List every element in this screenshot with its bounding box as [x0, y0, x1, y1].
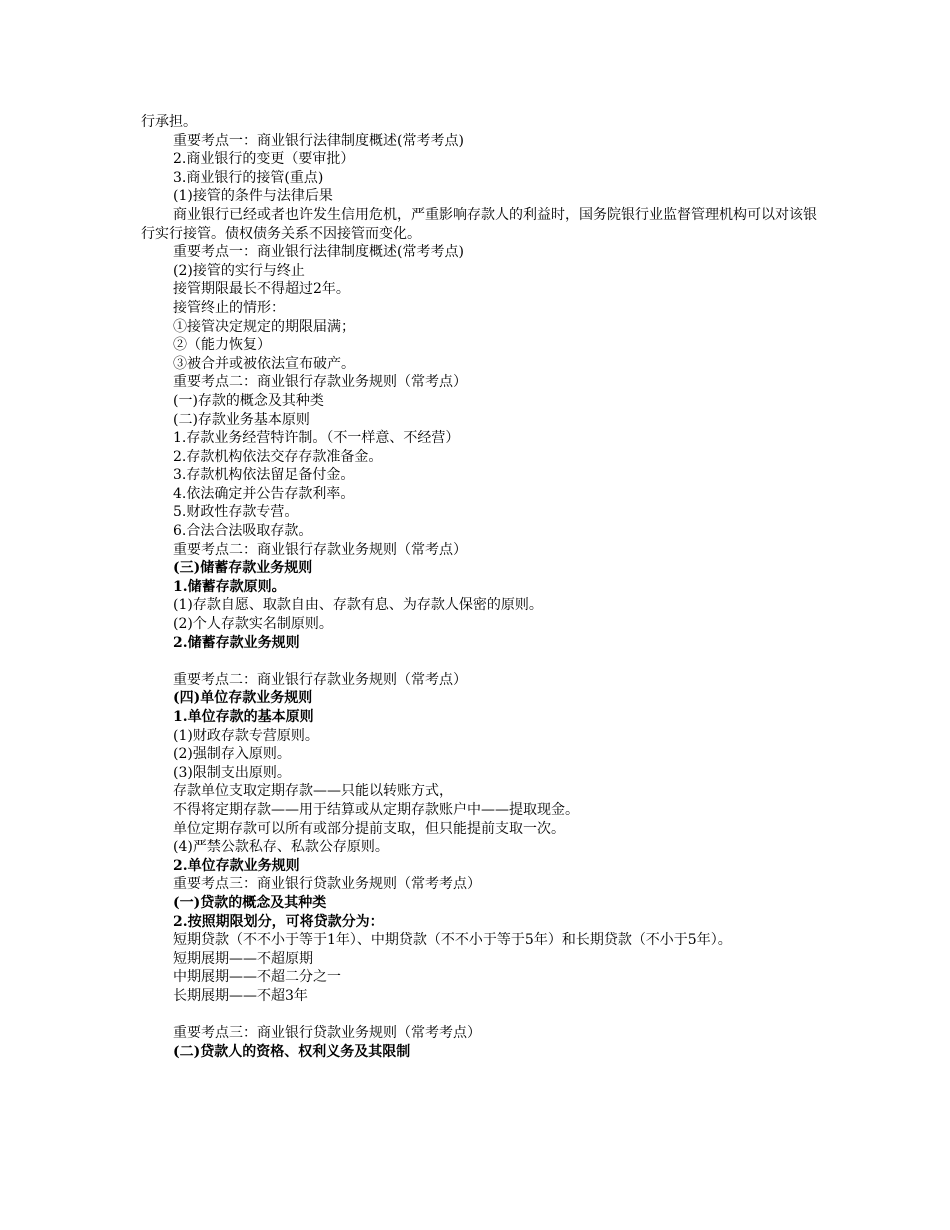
text-line: 2.存款机构依法交存存款准备金。	[173, 448, 383, 465]
text-line: 重要考点二：商业银行存款业务规则（常考点）	[173, 541, 467, 558]
text-line: 重要考点二：商业银行存款业务规则（常考点）	[173, 671, 467, 688]
text-line: 5.财政性存款专营。	[173, 504, 299, 521]
text-line: 行承担。	[141, 114, 197, 130]
text-line: ①接管决定规定的期限届满；	[173, 318, 355, 335]
text-line: 短期展期——不超原期	[173, 950, 313, 967]
section-heading: 2.单位存款业务规则	[173, 857, 300, 874]
text-line: 长期展期——不超3年	[173, 987, 308, 1004]
text-line: 6.合法合法吸取存款。	[173, 523, 313, 540]
text-line: 商业银行已经或者也许发生信用危机，严重影响存款人的利益时，国务院银行业监督管理机构可以对该银行实行接管。债权债务关系不因接管而变化。	[141, 206, 817, 242]
text-line: 不得将定期存款——用于结算或从定期存款账户中——提取现金。	[173, 801, 579, 818]
blank-line	[141, 652, 821, 671]
text-line: 重要考点三：商业银行贷款业务规则（常考考点）	[173, 1025, 481, 1042]
section-heading: 1.储蓄存款原则。	[173, 578, 286, 595]
text-line: (二)存款业务基本原则	[173, 411, 310, 428]
text-line: ②（能力恢复）	[173, 337, 271, 354]
text-line: 存款单位支取定期存款——只能以转账方式，	[173, 783, 453, 800]
text-line: ③被合并或被依法宣布破产。	[173, 355, 355, 372]
text-line: 1.存款业务经营特许制。（不一样意、不经营）	[173, 430, 460, 447]
text-line: (4)严禁公款私存、私款公存原则。	[173, 839, 389, 856]
section-heading: (二)贷款人的资格、权利义务及其限制	[173, 1043, 411, 1060]
text-line: 单位定期存款可以所有或部分提前支取，但只能提前支取一次。	[173, 820, 565, 837]
text-line: (1)存款自愿、取款自由、存款有息、为存款人保密的原则。	[173, 597, 543, 614]
text-line: (一)存款的概念及其种类	[173, 392, 324, 409]
text-line: (1)财政存款专营原则。	[173, 727, 319, 744]
section-heading: (三)储蓄存款业务规则	[173, 560, 313, 577]
text-line: 重要考点一：商业银行法律制度概述(常考考点)	[173, 244, 464, 261]
text-line: 重要考点二：商业银行存款业务规则（常考点）	[173, 374, 467, 391]
text-line: 中期展期——不超二分之一	[173, 969, 341, 986]
text-line: (1)接管的条件与法律后果	[173, 188, 333, 205]
text-line: 接管终止的情形：	[173, 299, 285, 316]
section-heading: 1.单位存款的基本原则	[173, 709, 314, 725]
text-line: (3)限制支出原则。	[173, 764, 291, 781]
text-line: 3.存款机构依法留足备付金。	[173, 467, 355, 484]
section-heading: 2.按照期限划分，可将贷款分为：	[173, 913, 384, 930]
section-heading: (四)单位存款业务规则	[173, 690, 313, 707]
document-body	[141, 113, 821, 1061]
blank-line	[141, 1006, 821, 1025]
text-line: (2)强制存入原则。	[173, 746, 291, 763]
section-heading: 2.储蓄存款业务规则	[173, 634, 300, 651]
section-heading: (一)贷款的概念及其种类	[173, 894, 327, 911]
text-line: 短期贷款（不不小于等于1年）、中期贷款（不不小于等于5年）和长期贷款（不小于5年）。	[173, 932, 732, 949]
text-line: 4.依法确定并公告存款利率。	[173, 485, 355, 502]
text-line: 3.商业银行的接管(重点)	[173, 169, 324, 186]
text-line: 重要考点一：商业银行法律制度概述(常考考点)	[173, 132, 464, 149]
text-line: (2)接管的实行与终止	[173, 262, 305, 279]
text-line: 2.商业银行的变更（要审批）	[173, 151, 355, 168]
text-line: 接管期限最长不得超过2年。	[173, 281, 350, 298]
text-line: (2)个人存款实名制原则。	[173, 616, 333, 633]
text-line: 重要考点三：商业银行贷款业务规则（常考考点）	[173, 876, 481, 893]
